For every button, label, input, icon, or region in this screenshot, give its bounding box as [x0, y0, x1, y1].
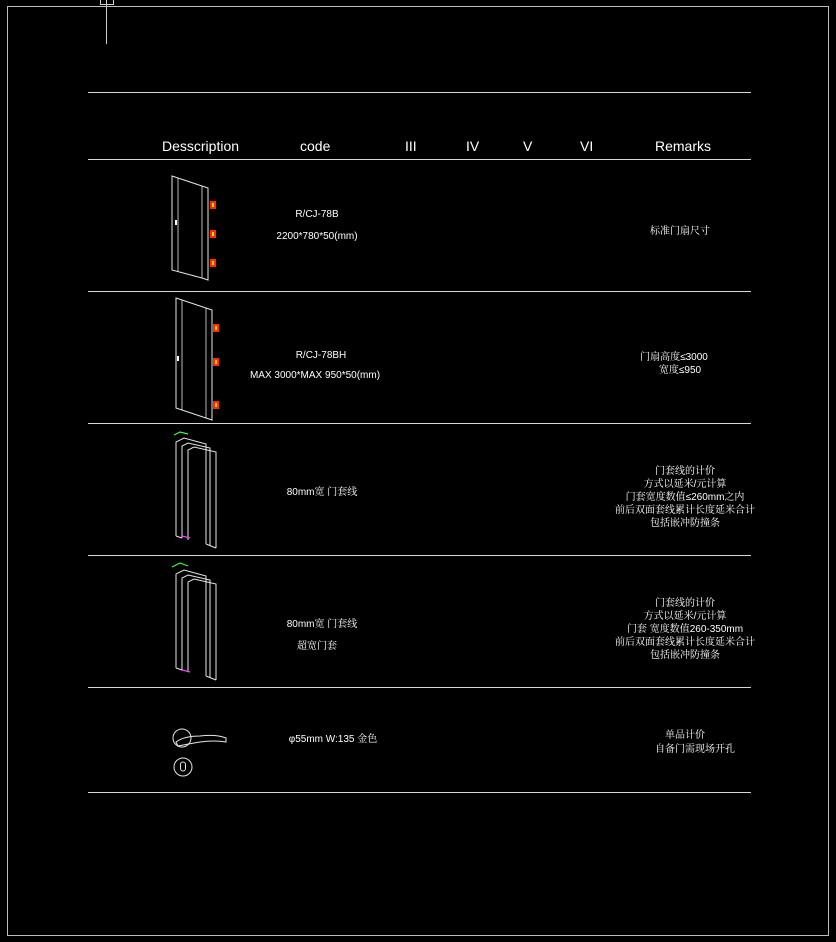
header-description: Desscription	[162, 138, 240, 154]
header-code: code	[300, 138, 331, 154]
row-divider	[88, 687, 751, 688]
row2-code-model: R/CJ-78BH	[295, 350, 347, 361]
row-divider	[88, 291, 751, 292]
row-divider	[88, 555, 751, 556]
row5-code: φ55mm W:135 金色	[288, 734, 378, 745]
row3-code: 80mm宽 门套线	[286, 487, 358, 498]
row3-remark-2: 方式以延米/元计算	[643, 479, 727, 490]
origin-marker	[100, 0, 114, 5]
header-col4: IV	[466, 138, 480, 154]
row2-remark-2: 宽度≤950	[658, 365, 702, 376]
header-rule	[88, 159, 751, 160]
door-leaf-tall-icon	[172, 296, 228, 420]
door-frame-icon	[168, 428, 224, 550]
header-col3: III	[405, 138, 417, 154]
row1-code-size: 2200*780*50(mm)	[276, 231, 358, 242]
row5-remark-1: 单品计价	[665, 730, 705, 741]
row-divider	[88, 423, 751, 424]
row1-remark: 标准门扇尺寸	[650, 226, 710, 237]
row3-remark-4: 前后双面套线累计长度延米合计	[615, 505, 755, 516]
door-handle-icon	[170, 724, 234, 780]
table-top-rule	[88, 92, 751, 93]
header-remarks: Remarks	[655, 138, 712, 154]
origin-tick	[106, 0, 107, 44]
row4-code-note: 超宽门套	[297, 641, 337, 652]
row4-remark-3: 门套 宽度数值260-350mm	[626, 624, 744, 635]
row3-remark-1: 门套线的计价	[655, 466, 715, 477]
row4-remark-4: 前后双面套线累计长度延米合计	[615, 637, 755, 648]
header-col6: VI	[580, 138, 594, 154]
row3-remark-3: 门套宽度数值≤260mm之内	[625, 492, 745, 503]
row4-remark-2: 方式以延米/元计算	[643, 611, 727, 622]
row1-code-model: R/CJ-78B	[295, 209, 339, 220]
row4-remark-1: 门套线的计价	[655, 598, 715, 609]
header-col5: V	[523, 138, 533, 154]
row2-remark-1: 门扇高度≤3000	[640, 352, 708, 363]
door-leaf-icon	[168, 174, 224, 280]
door-frame-wide-icon	[168, 560, 224, 682]
row3-remark-5: 包括嵌冲防撞条	[650, 518, 720, 529]
row5-remark-2: 自备门需现场开孔	[655, 744, 735, 755]
row4-remark-5: 包括嵌冲防撞条	[650, 650, 720, 661]
row2-code-size: MAX 3000*MAX 950*50(mm)	[249, 370, 381, 381]
row4-code: 80mm宽 门套线	[286, 619, 358, 630]
table-bottom-rule	[88, 792, 751, 793]
